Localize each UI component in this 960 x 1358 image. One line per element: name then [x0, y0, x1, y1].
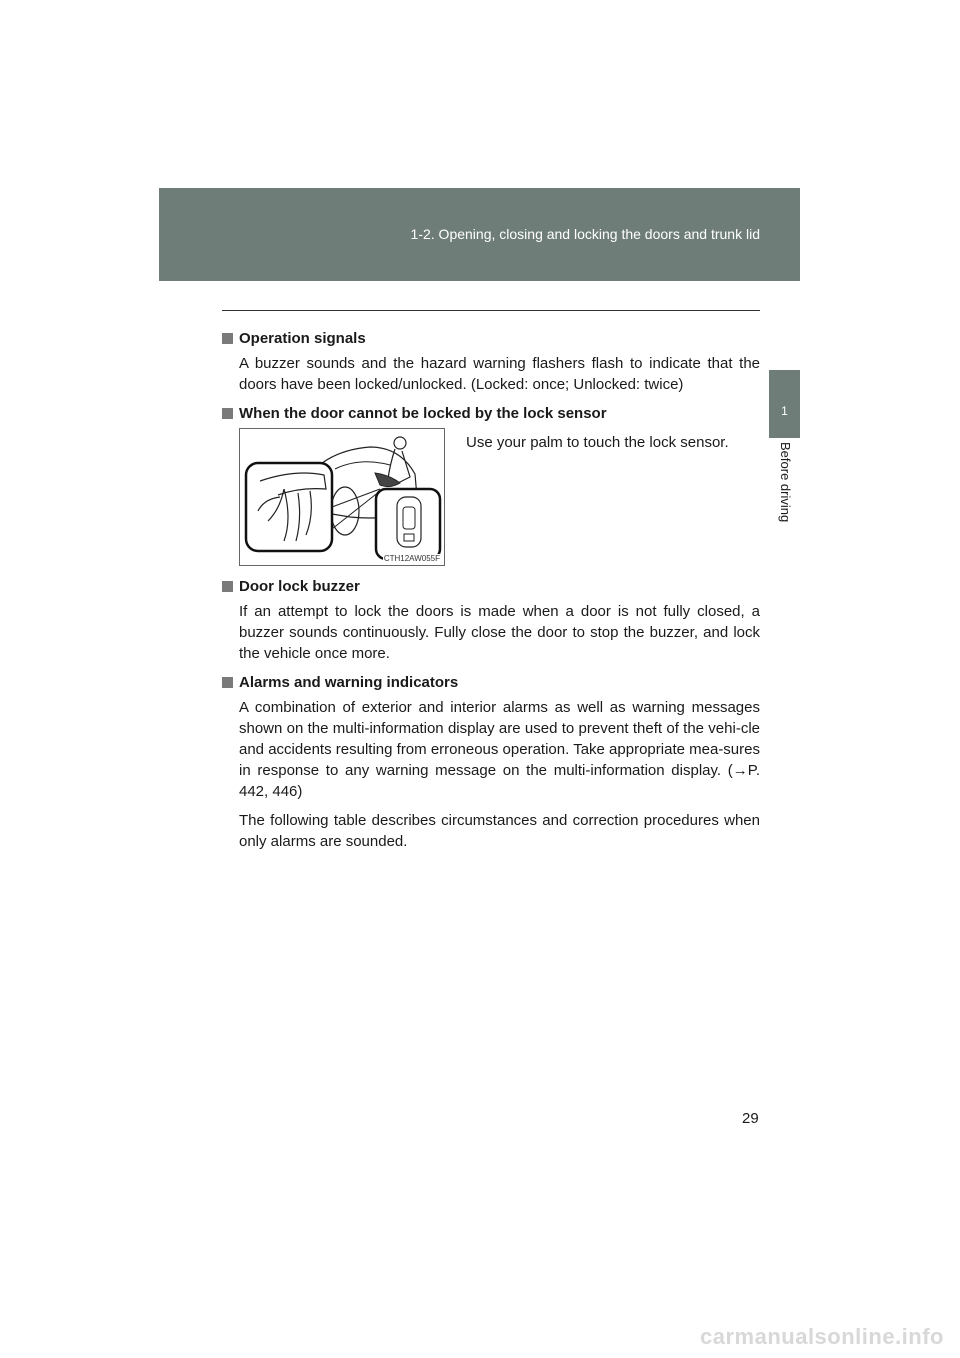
section-body: A combination of exterior and interior alarms as well as warning messages shown on the multi-information display are used to prevent theft of the vehi-cle and accidents resulting from erroneous operation. Take appropriate mea-sures in response to any warning message on the multi-information display. (→P. 442, 446) — [239, 699, 760, 800]
header-band — [159, 188, 800, 281]
bullet-square-icon — [222, 581, 233, 592]
section-title: 1-2. Opening, closing and locking the doors and trunk lid — [410, 226, 760, 242]
page-number: 29 — [742, 1110, 759, 1127]
section-door-lock-buzzer — [222, 576, 760, 664]
section-body: A buzzer sounds and the hazard warning flashers flash to indicate that the doors have been locked/unlocked. (Locked: once; Unlocked: twice) — [239, 355, 760, 393]
watermark: carmanualsonline.info — [700, 1324, 944, 1349]
top-divider — [222, 310, 760, 311]
section-body-2: The following table describes circumstances and correction procedures when only alarms are sounded. — [239, 812, 760, 850]
section-operation-signals — [222, 328, 760, 395]
hand-car-key-drawing — [240, 429, 444, 565]
section-heading — [222, 576, 760, 597]
heading-text: Alarms and warning indicators — [239, 674, 459, 691]
lock-sensor-illustration — [239, 428, 445, 566]
bullet-square-icon — [222, 333, 233, 344]
chapter-label — [769, 442, 800, 552]
figure-row — [239, 428, 760, 566]
section-heading — [222, 328, 760, 349]
figure-code: CTH12AW055F — [383, 554, 440, 563]
section-heading — [222, 672, 760, 693]
heading-text: When the door cannot be locked by the lock sensor — [239, 405, 607, 422]
section-body: If an attempt to lock the doors is made when a door is not fully closed, a buzzer sounds continuously. Fully close the door to stop the buzzer, and lock the vehicle once more. — [239, 603, 760, 662]
section-heading — [222, 403, 760, 424]
section-alarms — [222, 672, 760, 852]
page-content — [222, 328, 760, 860]
chapter-label-text: Before driving — [778, 442, 793, 523]
section-lock-sensor — [222, 403, 760, 566]
heading-text: Door lock buzzer — [239, 578, 360, 595]
figure-caption: Use your palm to touch the lock sensor. — [466, 434, 729, 451]
heading-text: Operation signals — [239, 330, 366, 347]
bullet-square-icon — [222, 408, 233, 419]
chapter-number: 1 — [781, 404, 788, 418]
bullet-square-icon — [222, 677, 233, 688]
chapter-tab — [769, 370, 800, 438]
